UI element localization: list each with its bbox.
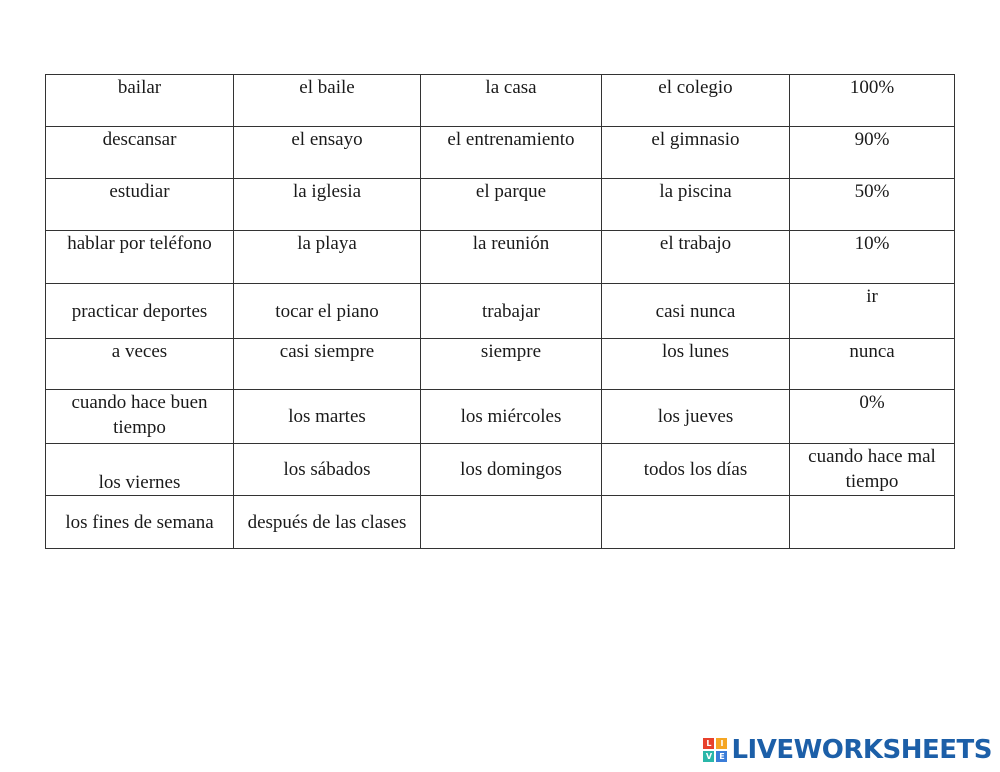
table-cell: la reunión (421, 231, 602, 284)
table-cell: 50% (790, 179, 955, 231)
logo-blocks-icon (703, 738, 727, 762)
table-cell: los jueves (602, 390, 790, 444)
table-row (46, 390, 955, 444)
table-cell: el baile (234, 75, 421, 127)
table-cell: 100% (790, 75, 955, 127)
table-cell: a veces (46, 339, 234, 390)
table-cell: todos los días (602, 444, 790, 496)
table-cell: los domingos (421, 444, 602, 496)
table-cell: después de las clases (234, 496, 421, 549)
table-cell: los viernes (46, 444, 234, 496)
table-row (46, 284, 955, 339)
table-cell: practicar deportes (46, 284, 234, 339)
logo-block: V (703, 751, 714, 762)
table-row (46, 75, 955, 127)
table-row (46, 231, 955, 284)
table-cell: los martes (234, 390, 421, 444)
table-cell: casi siempre (234, 339, 421, 390)
table-cell: el ensayo (234, 127, 421, 179)
table-row (46, 339, 955, 390)
table-cell: los miércoles (421, 390, 602, 444)
table-cell (602, 496, 790, 549)
table-cell: el colegio (602, 75, 790, 127)
logo-block: E (716, 751, 727, 762)
table-cell: hablar por teléfono (46, 231, 234, 284)
table-cell: los sábados (234, 444, 421, 496)
table-cell: bailar (46, 75, 234, 127)
table-cell: tocar el piano (234, 284, 421, 339)
table-cell: cuando hace buen tiempo (46, 390, 234, 444)
vocabulary-table (45, 74, 955, 549)
table-cell: 90% (790, 127, 955, 179)
table-cell: el entrenamiento (421, 127, 602, 179)
table-cell: el gimnasio (602, 127, 790, 179)
table-cell: estudiar (46, 179, 234, 231)
logo-block: L (703, 738, 714, 749)
table-cell (790, 496, 955, 549)
table-cell: la casa (421, 75, 602, 127)
table-cell: el parque (421, 179, 602, 231)
table-cell: cuando hace mal tiempo (790, 444, 955, 496)
table-cell: 0% (790, 390, 955, 444)
table-cell: la iglesia (234, 179, 421, 231)
table-cell: los fines de semana (46, 496, 234, 549)
table-cell: siempre (421, 339, 602, 390)
table-cell (421, 496, 602, 549)
table-row (46, 496, 955, 549)
table-cell: ir (790, 284, 955, 339)
table-cell: 10% (790, 231, 955, 284)
liveworksheets-logo (703, 733, 992, 767)
table-cell: descansar (46, 127, 234, 179)
table-cell: la piscina (602, 179, 790, 231)
logo-block: I (716, 738, 727, 749)
table-cell: trabajar (421, 284, 602, 339)
table-cell: la playa (234, 231, 421, 284)
logo-text: LIVEWORKSHEETS (731, 735, 992, 765)
table-row (46, 444, 955, 496)
table-row (46, 127, 955, 179)
table-row (46, 179, 955, 231)
table-cell: los lunes (602, 339, 790, 390)
table-cell: casi nunca (602, 284, 790, 339)
table-cell: nunca (790, 339, 955, 390)
table-cell: el trabajo (602, 231, 790, 284)
